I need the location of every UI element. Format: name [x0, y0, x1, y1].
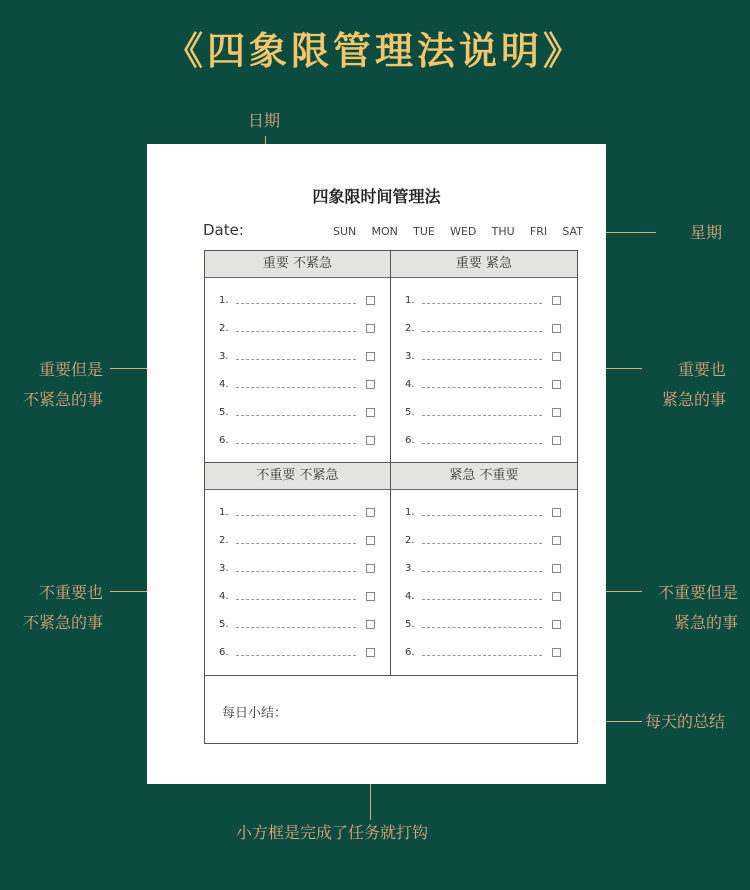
task-checkbox[interactable]: [366, 324, 375, 333]
task-number: 5.: [219, 618, 229, 630]
task-row: [391, 526, 577, 554]
task-line[interactable]: [236, 303, 356, 304]
day-fri: FRI: [529, 225, 548, 238]
task-checkbox[interactable]: [552, 436, 561, 445]
annotation-q2-line1: 重要也: [677, 360, 726, 379]
task-line[interactable]: [422, 331, 542, 332]
quadrant-header: 紧急 不重要: [391, 463, 577, 490]
task-checkbox[interactable]: [366, 352, 375, 361]
annotation-q3-line1: 不重要也: [38, 583, 103, 602]
task-checkbox[interactable]: [552, 508, 561, 517]
task-checkbox[interactable]: [366, 648, 375, 657]
task-line[interactable]: [236, 387, 356, 388]
task-line[interactable]: [236, 515, 356, 516]
task-checkbox[interactable]: [552, 536, 561, 545]
task-row: [205, 314, 390, 342]
task-number: 6.: [219, 646, 229, 658]
daily-summary: [205, 675, 577, 743]
task-number: 2.: [219, 322, 229, 334]
task-list: [391, 278, 577, 454]
sheet-title: 四象限时间管理法: [312, 187, 441, 206]
task-checkbox[interactable]: [552, 324, 561, 333]
task-number: 4.: [219, 590, 229, 602]
task-line[interactable]: [236, 443, 356, 444]
task-checkbox[interactable]: [552, 620, 561, 629]
task-row: [391, 498, 577, 526]
task-checkbox[interactable]: [366, 436, 375, 445]
task-number: 3.: [219, 350, 229, 362]
annotation-q3-line2: 不紧急的事: [22, 613, 103, 632]
task-checkbox[interactable]: [552, 380, 561, 389]
task-line[interactable]: [236, 655, 356, 656]
task-row: [205, 582, 390, 610]
quadrant-important-urgent: [391, 251, 577, 463]
task-line[interactable]: [422, 303, 542, 304]
task-number: 5.: [405, 618, 415, 630]
task-line[interactable]: [422, 627, 542, 628]
task-number: 6.: [405, 646, 415, 658]
annotation-q1-line1: 重要但是: [38, 360, 103, 379]
task-row: [205, 498, 390, 526]
task-line[interactable]: [236, 359, 356, 360]
annotation-q1: [10, 355, 103, 415]
task-number: 2.: [405, 322, 415, 334]
task-row: [205, 426, 390, 454]
task-row: [391, 286, 577, 314]
task-row: [391, 554, 577, 582]
task-checkbox[interactable]: [366, 296, 375, 305]
day-thu: THU: [491, 225, 515, 238]
task-row: [205, 398, 390, 426]
annotation-q4-line2: 紧急的事: [673, 613, 738, 632]
day-tue: TUE: [413, 225, 435, 238]
task-row: [391, 638, 577, 666]
page-title: 《四象限管理法说明》: [164, 29, 585, 73]
task-number: 3.: [219, 562, 229, 574]
task-checkbox[interactable]: [366, 536, 375, 545]
task-row: [205, 286, 390, 314]
task-number: 2.: [405, 534, 415, 546]
annotation-q2: [630, 355, 726, 415]
day-sun: SUN: [333, 225, 357, 238]
task-row: [205, 370, 390, 398]
annotation-weekday: 星期: [690, 223, 723, 242]
annotation-summary: 每天的总结: [645, 712, 726, 731]
task-number: 3.: [405, 350, 415, 362]
summary-label: 每日小结：: [222, 706, 288, 721]
task-line[interactable]: [422, 515, 542, 516]
task-number: 1.: [219, 294, 229, 306]
quadrant-grid: [204, 250, 578, 744]
task-checkbox[interactable]: [366, 508, 375, 517]
quadrant-important-not-urgent: [205, 251, 391, 463]
quadrant-urgent-not-important: [391, 463, 577, 675]
annotation-q3: [10, 578, 103, 638]
task-number: 4.: [405, 590, 415, 602]
task-line[interactable]: [236, 571, 356, 572]
task-checkbox[interactable]: [552, 408, 561, 417]
task-list: [205, 490, 390, 666]
task-line[interactable]: [422, 387, 542, 388]
task-checkbox[interactable]: [552, 564, 561, 573]
task-row: [391, 426, 577, 454]
task-checkbox[interactable]: [366, 592, 375, 601]
task-line[interactable]: [422, 599, 542, 600]
quadrant-not-important-not-urgent: [205, 463, 391, 675]
annotation-checkbox: 小方框是完成了任务就打钩: [236, 823, 429, 842]
task-number: 1.: [405, 294, 415, 306]
task-line[interactable]: [422, 655, 542, 656]
task-number: 6.: [219, 434, 229, 446]
day-sat: SAT: [562, 225, 583, 238]
task-row: [205, 610, 390, 638]
task-checkbox[interactable]: [552, 296, 561, 305]
task-row: [205, 526, 390, 554]
task-line[interactable]: [422, 543, 542, 544]
annotation-q4: [630, 578, 738, 638]
task-number: 4.: [219, 378, 229, 390]
task-number: 5.: [405, 406, 415, 418]
task-checkbox[interactable]: [366, 564, 375, 573]
annotation-q2-line2: 紧急的事: [661, 390, 726, 409]
day-wed: WED: [450, 225, 477, 238]
day-mon: MON: [371, 225, 398, 238]
planner-sheet: [147, 144, 606, 784]
task-number: 2.: [219, 534, 229, 546]
quadrant-header: 重要 不紧急: [205, 251, 390, 278]
task-row: [391, 314, 577, 342]
task-number: 5.: [219, 406, 229, 418]
task-number: 1.: [219, 506, 229, 518]
annotation-q1-line2: 不紧急的事: [22, 390, 103, 409]
task-number: 4.: [405, 378, 415, 390]
task-checkbox[interactable]: [366, 380, 375, 389]
task-checkbox[interactable]: [552, 592, 561, 601]
task-line[interactable]: [236, 599, 356, 600]
quadrant-header: 重要 紧急: [391, 251, 577, 278]
task-checkbox[interactable]: [366, 620, 375, 629]
quadrant-header: 不重要 不紧急: [205, 463, 390, 490]
date-label: Date:: [203, 221, 244, 239]
task-checkbox[interactable]: [366, 408, 375, 417]
task-line[interactable]: [422, 359, 542, 360]
task-row: [391, 610, 577, 638]
task-row: [391, 582, 577, 610]
weekday-row: [333, 225, 583, 238]
task-row: [391, 342, 577, 370]
task-row: [391, 370, 577, 398]
annotation-date: 日期: [248, 111, 281, 130]
task-number: 6.: [405, 434, 415, 446]
task-list: [205, 278, 390, 454]
task-line[interactable]: [236, 543, 356, 544]
task-line[interactable]: [236, 331, 356, 332]
annotation-q4-line1: 不重要但是: [657, 583, 738, 602]
task-row: [205, 342, 390, 370]
task-row: [205, 638, 390, 666]
task-line[interactable]: [422, 415, 542, 416]
task-checkbox[interactable]: [552, 352, 561, 361]
task-line[interactable]: [236, 627, 356, 628]
task-checkbox[interactable]: [552, 648, 561, 657]
task-row: [391, 398, 577, 426]
task-row: [205, 554, 390, 582]
task-number: 3.: [405, 562, 415, 574]
task-list: [391, 490, 577, 666]
task-line[interactable]: [236, 415, 356, 416]
task-number: 1.: [405, 506, 415, 518]
task-line[interactable]: [422, 443, 542, 444]
task-line[interactable]: [422, 571, 542, 572]
